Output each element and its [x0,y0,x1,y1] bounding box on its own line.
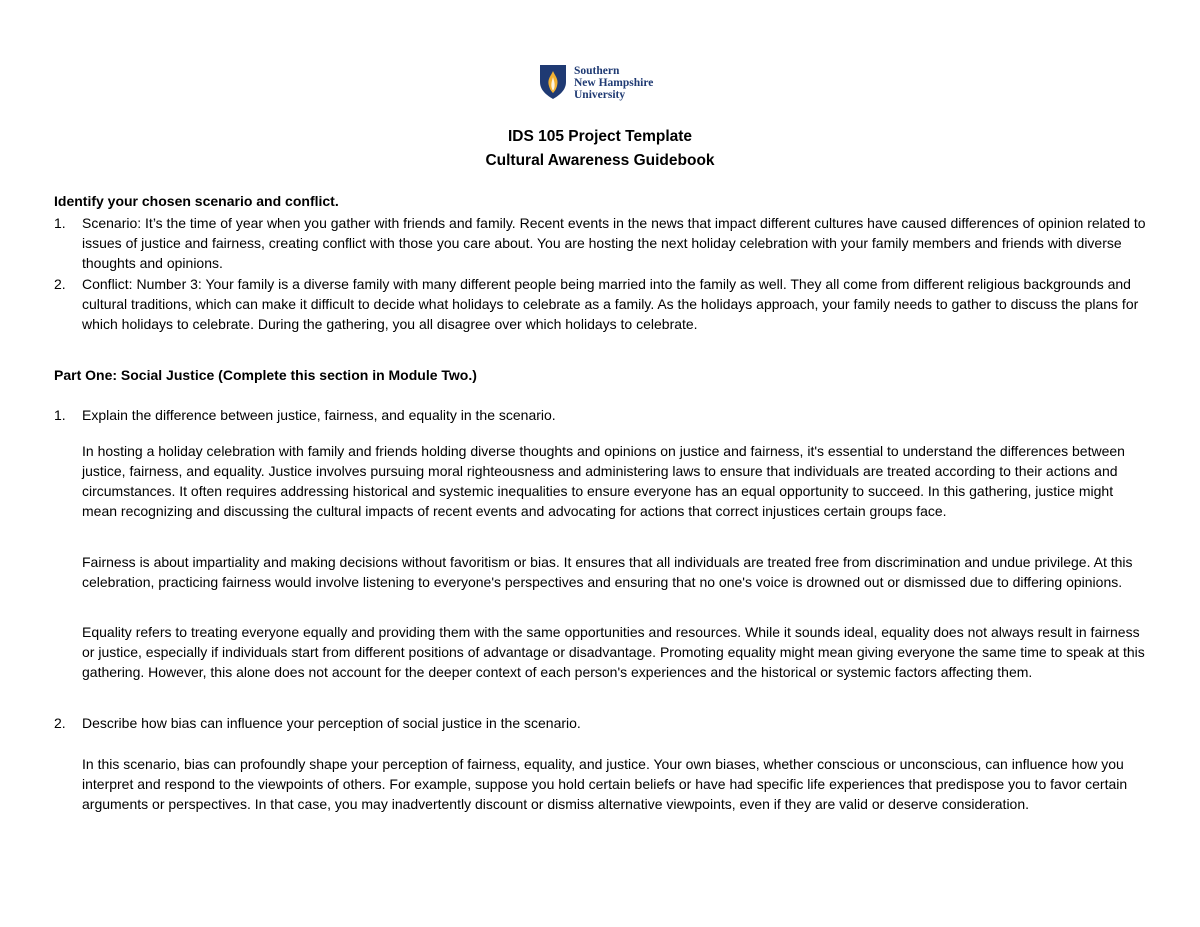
scenario-heading: Identify your chosen scenario and conflict. [54,193,339,209]
part-one-heading: Part One: Social Justice (Complete this section in Module Two.) [54,367,477,383]
logo-line-1: Southern [574,65,620,77]
document-subtitle: Cultural Awareness Guidebook [485,152,715,169]
question-1-prompt: Explain the difference between justice, fairness, and equality in the scenario. [82,407,556,423]
scenario-item-text: Scenario: It’s the time of year when you gather with friends and family. Recent events in the news that impact different cultures have caused differences of opinion related to issues of justice and fairness, creating conflict with those you care about. You are hosting the next holiday celebration with your family members and friends with diverse thoughts and opinions. [82,215,1146,271]
document-title: IDS 105 Project Template [507,128,693,145]
logo-line-3: University [574,89,626,101]
conflict-item-text: Conflict: Number 3: Your family is a diverse family with many different people being married into the family as well. They all come from different religious backgrounds and cultural traditions, which can make it difficult to decide what holidays to celebrate as a family. As the holidays approach, your family needs to gather to discuss the plans for which holidays to celebrate. During the gathering, you all disagree over which holidays to celebrate. [82,276,1139,332]
answer-1-paragraph-fairness: Fairness is about impartiality and making decisions without favoritism or bias. It ensures that all individuals are treated free from discrimination and undue privilege. At this celebration, practicing fairness would involve listening to everyone's perspectives and ensuring that no one's voice is drowned out or dismissed due to differing opinions. [82,554,1133,590]
question-2-prompt: Describe how bias can influence your perception of social justice in the scenario. [82,715,581,731]
question-2-number: 2. [54,715,66,731]
logo-line-2: New Hampshire [574,77,654,89]
answer-2-paragraph-bias: In this scenario, bias can profoundly shape your perception of fairness, equality, and justice. Your own biases, whether conscious or unconscious, can influence how you interpret and respond to the viewpoints of others. For example, suppose you hold certain beliefs or have had specific life experiences that predispose you to favor certain arguments or perspectives. In that case, you may inadvertently discount or dismiss alternative viewpoints, even if they are valid or deserve consideration. [82,756,1128,812]
university-wordmark [574,65,653,101]
answer-1-paragraph-equality: Equality refers to treating everyone equally and providing them with the same opportunities and resources. While it sounds ideal, equality does not always result in fairness or justice, especially if individuals start from different positions of advantage or disadvantage. Promoting equality might mean giving everyone the same time to speak at this gathering. However, this alone does not account for the deeper context of each person's experiences and the historical or systemic factors affecting them. [82,624,1145,680]
conflict-item-number: 2. [54,276,66,292]
question-1-number: 1. [54,407,66,423]
answer-1-paragraph-justice: In hosting a holiday celebration with family and friends holding diverse thoughts and opinions on justice and fairness, it's essential to understand the differences between justice, fairness, and equality. Justice involves pursuing moral righteousness and administering laws to ensure that individuals are treated according to their actions and circumstances. It often requires addressing historical and systemic inequalities to ensure everyone has an equal opportunity to succeed. In this gathering, justice might mean recognizing and discussing the cultural impacts of recent events and advocating for actions that correct injustices certain groups face. [82,443,1125,519]
shield-flame-icon [539,64,567,100]
university-logo [539,64,679,104]
scenario-item-number: 1. [54,215,66,231]
